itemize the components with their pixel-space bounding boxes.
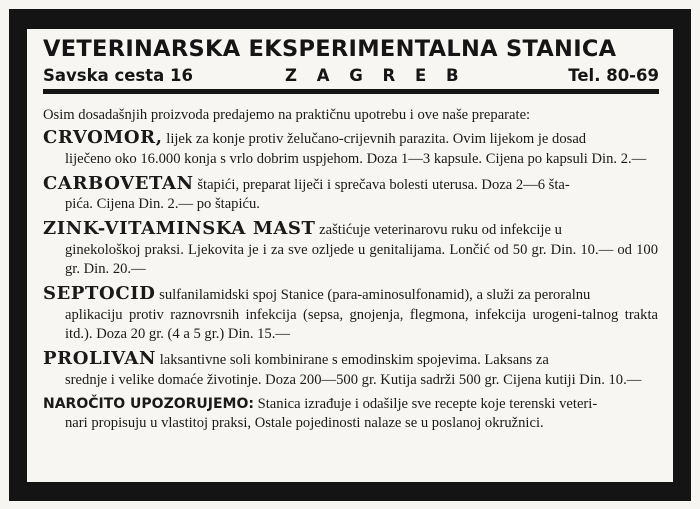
product-name: ZINK-VITAMINSKA MAST [43,218,316,240]
product-name: PROLIVAN [43,348,157,370]
frame-corner [667,481,691,501]
product-desc-line1: laksantivne soli kombinirane s emodinskim spojevima. Laksans za [159,352,549,369]
warning-rest: nari propisuju u vlastitoj praksi, Ostale pojedinosti nalaze se u poslanoj okružnici. [65,415,544,432]
product-desc-rest: pića. Cijena Din. 2.— po štapiću. [65,196,260,213]
product-name: CARBOVETAN [43,172,194,194]
header-title: VETERINARSKA EKSPERIMENTALNA STANICA [43,36,617,62]
header-info-row [43,66,659,88]
product-desc-line1: štapići, preparat liječi i sprečava bolesti uterusa. Doza 2—6 šta- [197,176,570,193]
intro-text: Osim dosadašnjih proizvoda predajemo na praktičnu upotrebu i ove naše preparate: [43,107,531,123]
header-city: Z A G R E B [285,66,466,85]
product-desc-rest: ginekološkoj praksi. Ljekovita je i za sve ozljede u genitalijama. Lončić od 50 gr. Din. 10.— od 100 gr. Din. 20.— [65,241,658,278]
product-item [43,174,658,215]
frame-corner [9,481,33,501]
product-item [43,128,658,169]
warning-label: NAROČITO UPOZORUJEMO: [43,395,254,412]
product-item [43,219,658,279]
product-desc-rest: srednje i velike domaće životinje. Doza 200—500 gr. Kutija sadrži 500 gr. Cijena kutiji Din. 10.— [65,371,642,388]
product-item [43,284,658,344]
product-desc-rest: liječeno oko 16.000 konja s vrlo dobrim uspjehom. Doza 1—3 kapsule. Cijena po kapsuli Din. 2.— [65,150,647,167]
header-phone: Tel. 80-69 [568,66,659,85]
product-desc-line1: sulfanilamidski spoj Stanice (para-aminosulfonamid), a služi za peroralnu [159,287,591,304]
product-name: CRVOMOR, [43,127,163,149]
header-rule [43,89,659,94]
frame-corner [667,9,691,29]
product-desc-rest: aplikaciju protiv raznovrsnih infekcija (sepsa, gnojenja, flegmona, infekcija urogeni-talnog trakta itd.). Doza 20 gr. (4 a 5 gr.) Din. 15.— [65,306,658,342]
warning-line1: Stanica izrađuje i odašilje sve recepte koje terenski veteri- [257,395,598,412]
product-desc-line1: lijek za konje protiv želučano-crijevnih parazita. Ovim lijekom je dosad [166,131,587,148]
product-desc-line1: zaštićuje veterinarovu ruku od infekcije u [319,222,562,239]
product-name: SEPTOCID [43,283,156,305]
body-text [43,106,658,438]
product-item [43,349,658,390]
frame-corner [9,9,33,29]
warning-notice [43,395,658,434]
header-address: Savska cesta 16 [43,66,193,85]
